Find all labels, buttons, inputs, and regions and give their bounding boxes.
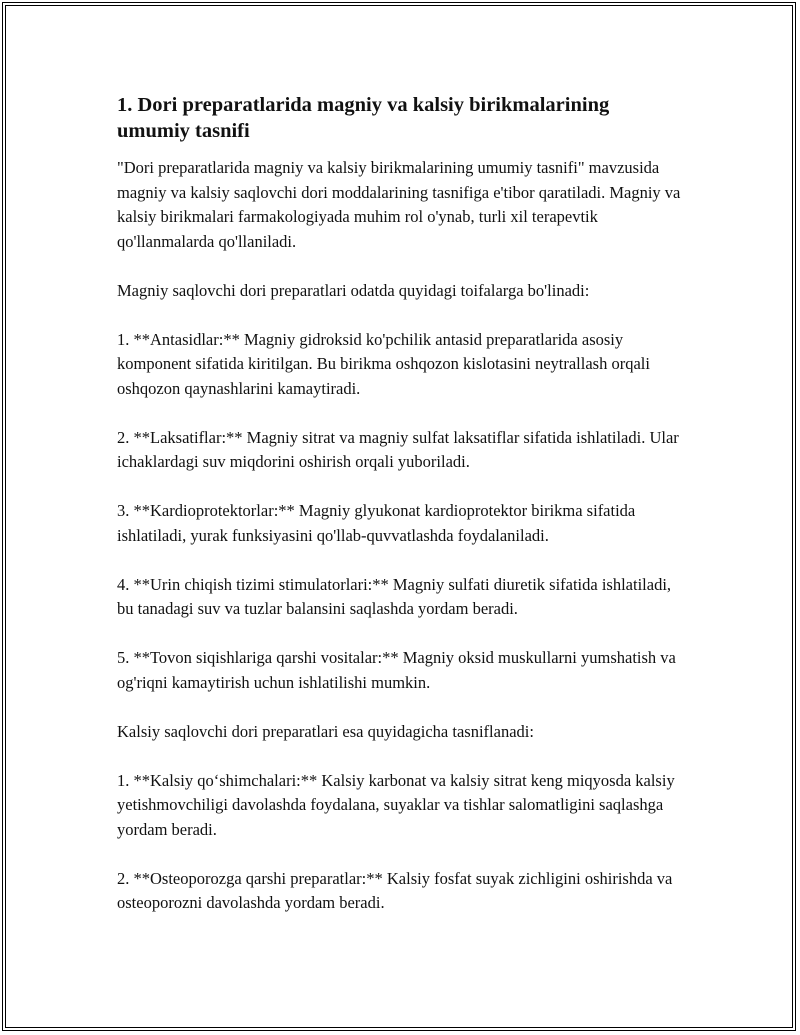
paragraph-antacids: 1. **Antasidlar:** Magniy gidroksid ko'pchilik antasid preparatlarida asosiy komponent sifatida kiritilgan. Bu birikma oshqozon kislotasini neytrallash orqali oshqozon qaynashlarini kamaytiradi. xyxy=(117,329,650,398)
paragraph-laxatives: 2. **Laksatiflar:** Magniy sitrat va magniy sulfat laksatiflar sifatida ishlatiladi. Ular ichaklardagi suv miqdorini oshirish orqali yuboriladi. xyxy=(117,427,679,471)
paragraph-calcium-heading: Kalsiy saqlovchi dori preparatlari esa quyidagicha tasniflanadi: xyxy=(117,721,534,741)
paragraph-magnesium-heading: Magniy saqlovchi dori preparatlari odatda quyidagi toifalarga bo'linadi: xyxy=(117,280,590,300)
paragraph-intro: "Dori preparatlarida magniy va kalsiy birikmalarining umumiy tasnifi" mavzusida magniy va kalsiy saqlovchi dori moddalarining tasnifiga e'tibor qaratiladi. Magniy va kalsiy birikmalari farmakologiyada muhim rol o'ynab, turli xil terapevtik qo'llanmalarda qo'llaniladi. xyxy=(117,158,681,251)
paragraph-cramp-remedies: 5. **Tovon siqishlariga qarshi vositalar:** Magniy oksid muskullarni yumshatish va og'riqni kamaytirish uchun ishlatilishi mumkin. xyxy=(117,648,676,692)
paragraph-calcium-supplements: 1. **Kalsiy qo‘shimchalari:** Kalsiy karbonat va kalsiy sitrat keng miqyosda kalsiy yetishmovchiligi davolashda foydalana, suyaklar va tishlar salomatligini saqlashga yordam beradi. xyxy=(117,770,675,839)
document-body xyxy=(117,92,687,940)
paragraph-osteoporosis: 2. **Osteoporozga qarshi preparatlar:** Kalsiy fosfat suyak zichligini oshirishda va osteoporozni davolashda yordam beradi. xyxy=(117,868,673,912)
paragraph-cardioprotectors: 3. **Kardioprotektorlar:** Magniy glyukonat kardioprotektor birikma sifatida ishlatiladi, yurak funksiyasini qo'llab-quvvatlashda foydalaniladi. xyxy=(117,501,636,545)
document-title: 1. Dori preparatlarida magniy va kalsiy birikmalarining umumiy tasnifi xyxy=(117,94,610,142)
paragraph-urinary-stimulators: 4. **Urin chiqish tizimi stimulatorlari:** Magniy sulfati diuretik sifatida ishlatiladi, bu tanadagi suv va tuzlar balansini saqlashda yordam beradi. xyxy=(117,574,672,618)
